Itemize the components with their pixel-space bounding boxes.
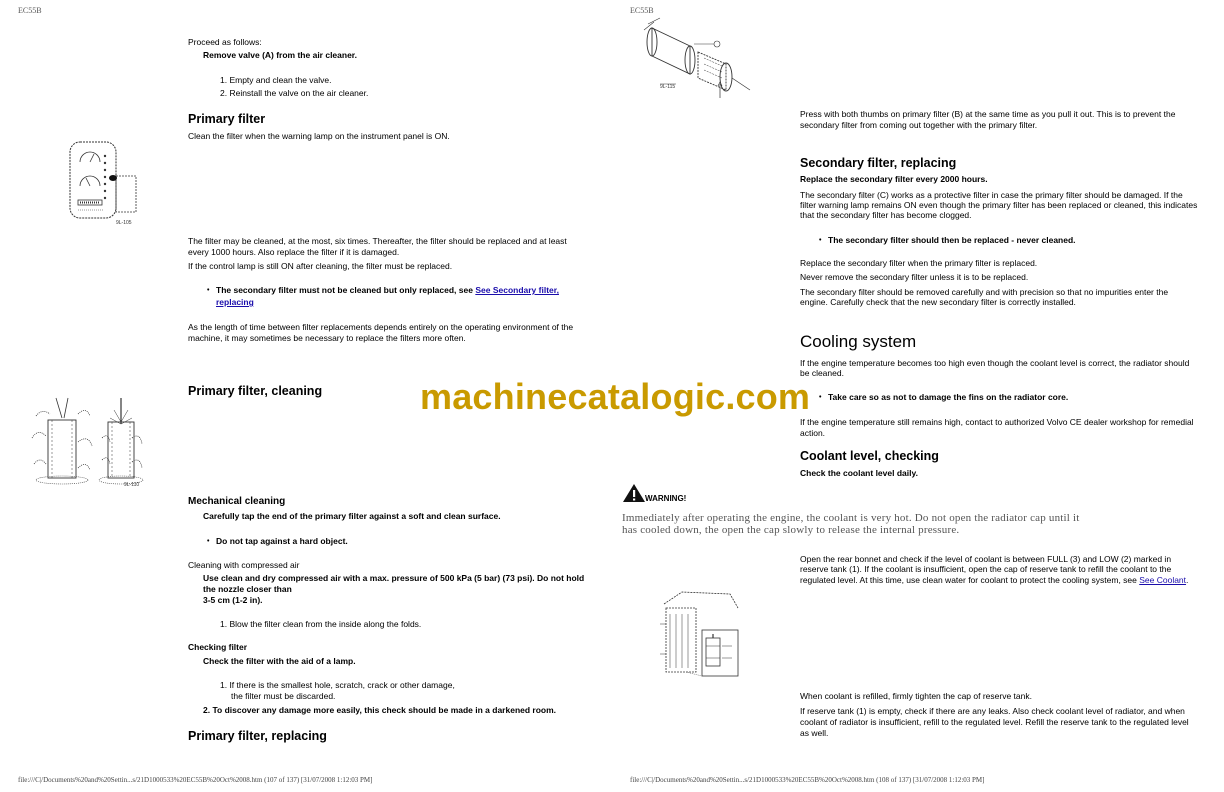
mechanical-cleaning-note: • Do not tap against a hard object.	[216, 536, 348, 547]
mechanical-cleaning-heading: Mechanical cleaning	[188, 496, 286, 507]
interval-line-2: machine, it may sometimes be necessary to replace the filters more often.	[188, 333, 466, 343]
warning-line-2: has cooled down, the open the cap slowly to release the internal pressure.	[622, 524, 960, 536]
bonnet-line-3	[800, 575, 1188, 586]
compressed-air-line-2: the nozzle closer than	[203, 584, 292, 594]
carefully-line-1: The secondary filter should be removed carefully and with precision so that no impurities enter the	[800, 287, 1169, 297]
primary-filter-cleaning-heading: Primary filter, cleaning	[188, 384, 323, 398]
panel-figure-code: 9L-105	[116, 220, 132, 226]
compressed-air-heading: Cleaning with compressed air	[188, 560, 300, 570]
intro-text: Proceed as follows:	[188, 37, 262, 47]
bonnet-line-1: Open the rear bonnet and check if the level of coolant is between FULL (3) and LOW (2) marked in	[800, 554, 1172, 564]
checking-filter-heading: Checking filter	[188, 642, 248, 652]
cooling-line-2: be cleaned.	[800, 368, 844, 378]
mechanical-cleaning-text: Carefully tap the end of the primary filter against a soft and clean surface.	[203, 511, 501, 521]
primary-filter-text: Clean the filter when the warning lamp on the instrument panel is ON.	[188, 131, 450, 141]
secondary-filter-note-right: • The secondary filter should then be replaced - never cleaned.	[828, 235, 1076, 246]
clean-times-line-2: every 1000 hours. Also replace the filter if it is damaged.	[188, 247, 400, 257]
see-coolant-link[interactable]: See Coolant	[1139, 575, 1187, 585]
filter-figure-code: 9L-115	[660, 84, 676, 90]
secondary-filter-interval: Replace the secondary filter every 2000 hours.	[800, 174, 988, 184]
secondary-filter-line-2: filter warning lamp remains ON even though the primary filter has been replaced or cleaned, this indicates	[800, 200, 1198, 210]
cleaning-figure-code: 9L-110	[124, 482, 140, 488]
valve-step-1: 1. Empty and clean the valve.	[220, 75, 332, 85]
bonnet-line-3-text: regulated level. At this time, use clean water for coolant to protect the cooling system, see	[800, 575, 1140, 585]
page-header-right: EC55B	[630, 6, 654, 15]
air-cleaner-figure	[640, 18, 752, 104]
secondary-filter-note	[216, 285, 559, 296]
remove-valve-instruction: Remove valve (A) from the air cleaner.	[203, 50, 358, 60]
secondary-filter-line-3: that the secondary filter has become clogged.	[800, 210, 972, 220]
dealer-line-2: action.	[800, 428, 826, 438]
instrument-panel-figure	[64, 138, 146, 230]
warning-label: WARNING!	[645, 494, 687, 503]
checking-filter-text: Check the filter with the aid of a lamp.	[203, 656, 356, 666]
watermark: machinecatalogic.com	[420, 376, 811, 417]
coolant-daily-text: Check the coolant level daily.	[800, 468, 918, 478]
warning-line-1: Immediately after operating the engine, the coolant is very hot. Do not open the radiator cap until it	[622, 512, 1080, 524]
secondary-filter-heading: Secondary filter, replacing	[800, 156, 957, 170]
never-remove-text: Never remove the secondary filter unless it is to be replaced.	[800, 272, 1029, 282]
cooling-system-heading: Cooling system	[800, 332, 917, 351]
reserve-line-3: as well.	[800, 728, 829, 738]
coolant-level-heading: Coolant level, checking	[800, 449, 939, 463]
reserve-line-1: If reserve tank (1) is empty, check if there are any leaks. Also check coolant level of radiator, and when	[800, 706, 1185, 716]
secondary-filter-link[interactable]: See Secondary filter,	[475, 285, 559, 295]
compressed-air-step: 1. Blow the filter clean from the inside along the folds.	[220, 619, 422, 629]
page-footer-left: file:///C|/Documents%20and%20Settin...s/21D1000533%20EC55B%20Oct%2008.htm (107 of 137) [31/07/2008 1:12:03 PM]	[18, 776, 373, 784]
page-header-left: EC55B	[18, 6, 42, 15]
compressed-air-line-1: Use clean and dry compressed air with a max. pressure of 500 kPa (5 bar) (73 psi). Do not hold	[203, 573, 585, 583]
compressed-air-line-3: 3-5 cm (1-2 in).	[203, 595, 263, 605]
valve-step-2: 2. Reinstall the valve on the air cleaner.	[220, 88, 369, 98]
primary-filter-replacing-heading: Primary filter, replacing	[188, 729, 327, 743]
bonnet-line-3-end: .	[1186, 575, 1189, 585]
replace-when-text: Replace the secondary filter when the primary filter is replaced.	[800, 258, 1038, 268]
cooling-line-1: If the engine temperature becomes too high even though the coolant level is correct, the radiator should	[800, 358, 1190, 368]
press-line-2: secondary filter from coming out together with the primary filter.	[800, 120, 1038, 130]
filter-cleaning-figure	[28, 398, 158, 488]
carefully-line-2: engine. Carefully check that the new secondary filter is correctly installed.	[800, 297, 1076, 307]
checking-step-1-line-1: 1. If there is the smallest hole, scratch, crack or other damage,	[220, 680, 455, 690]
checking-step-2: 2. To discover any damage more easily, this check should be made in a darkened room.	[203, 705, 557, 715]
reserve-tank-figure	[656, 584, 748, 684]
page-footer-right: file:///C|/Documents%20and%20Settin...s/21D1000533%20EC55B%20Oct%2008.htm (108 of 137) [31/07/2008 1:12:03 PM]	[630, 776, 985, 784]
refill-cap-text: When coolant is refilled, firmly tighten the cap of reserve tank.	[800, 691, 1032, 701]
cooling-note: • Take care so as not to damage the fins on the radiator core.	[828, 392, 1068, 403]
secondary-filter-line-1: The secondary filter (C) works as a protective filter in case the primary filter should be damaged. If the	[800, 190, 1183, 200]
primary-filter-heading: Primary filter	[188, 112, 266, 126]
secondary-filter-note-text: The secondary filter must not be cleaned but only replaced, see	[216, 285, 476, 295]
secondary-filter-link-line-2	[216, 297, 254, 308]
bonnet-line-2: reserve tank (1). If the coolant is insufficient, open the cap of reserve tank to refill the coolant to the	[800, 564, 1172, 574]
checking-step-1-line-2: the filter must be discarded.	[231, 691, 336, 701]
interval-line-1: As the length of time between filter replacements depends entirely on the operating environment of the	[188, 322, 574, 332]
secondary-filter-link-continued[interactable]: replacing	[216, 297, 254, 307]
press-line-1: Press with both thumbs on primary filter (B) at the same time as you pull it out. This is to prevent the	[800, 109, 1176, 119]
reserve-line-2: coolant of radiator is insufficient, refill to the regulated level. Refill the reserve tank to the regulated level	[800, 717, 1189, 727]
clean-times-line-1: The filter may be cleaned, at the most, six times. Thereafter, the filter should be replaced and at least	[188, 236, 567, 246]
control-lamp-text: If the control lamp is still ON after cleaning, the filter must be replaced.	[188, 261, 453, 271]
dealer-line-1: If the engine temperature still remains high, contact to authorized Volvo CE dealer workshop for remedial	[800, 417, 1194, 427]
